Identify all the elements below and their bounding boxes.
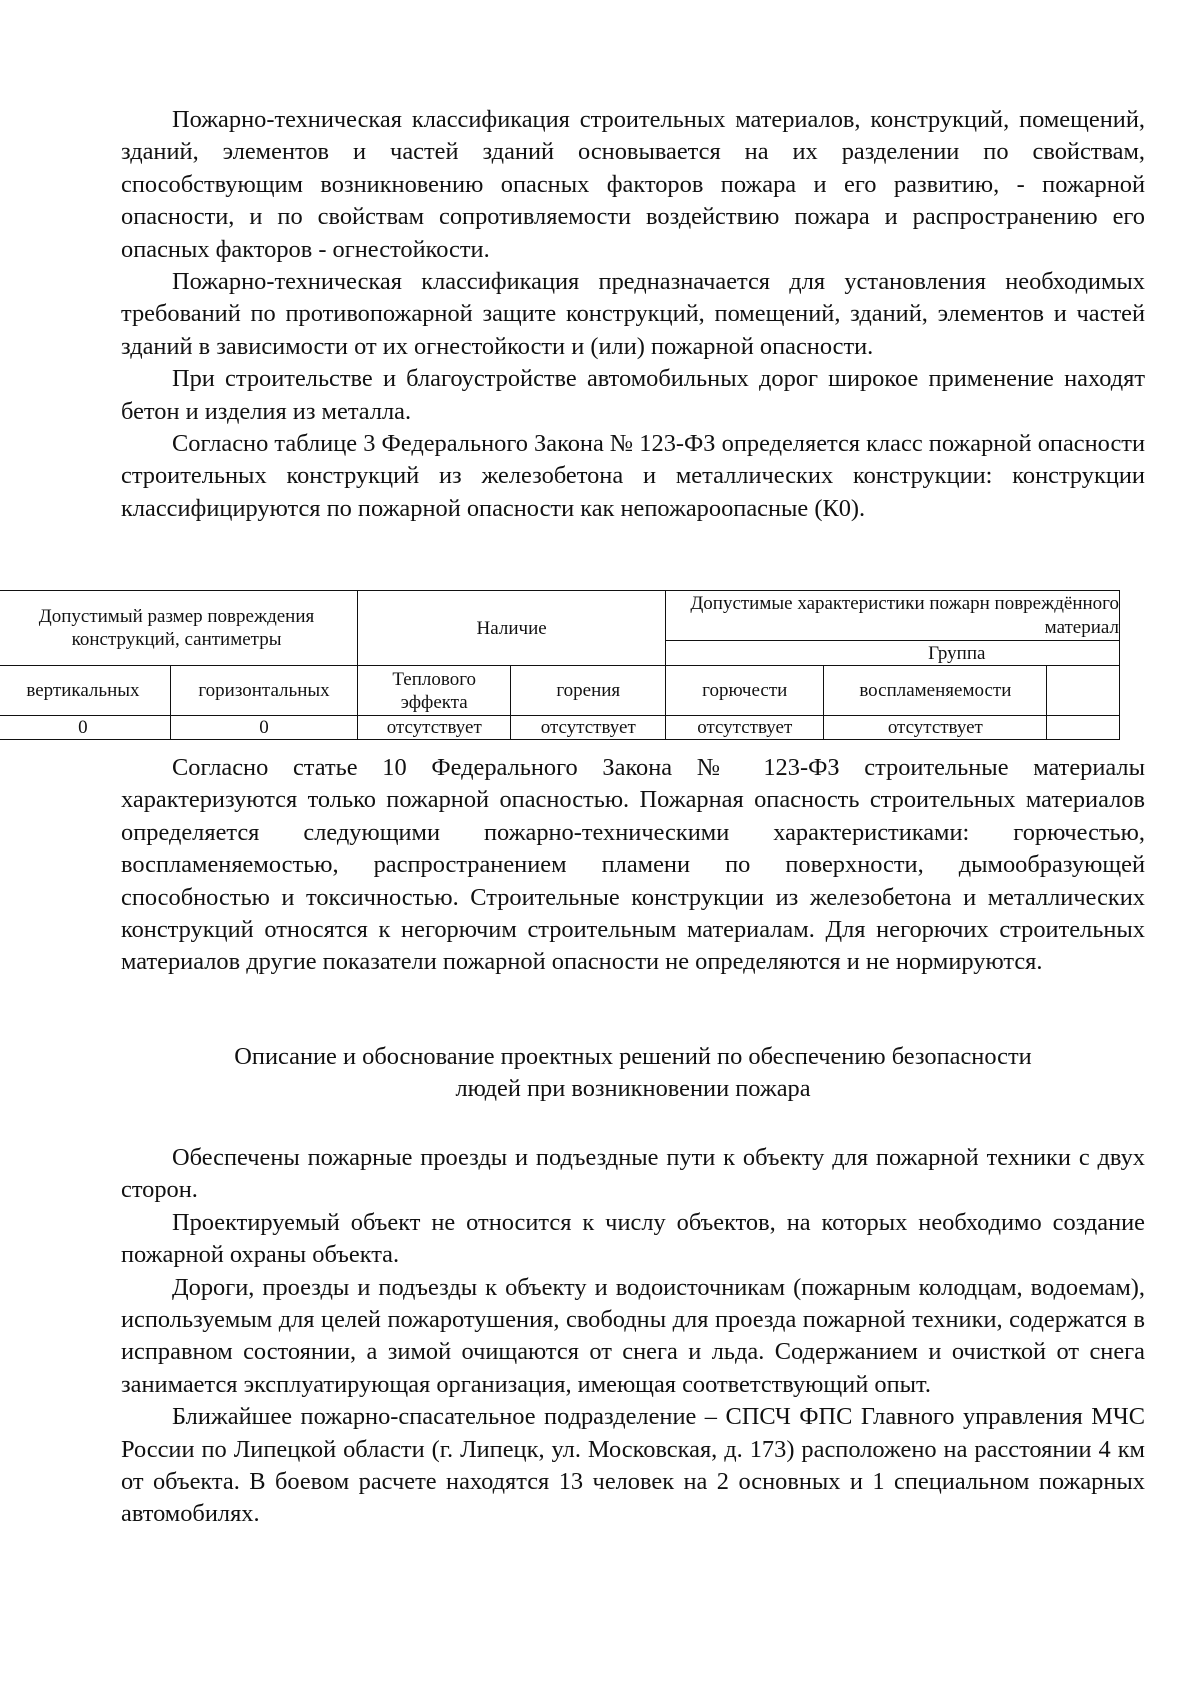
subheader-thermal-effect: Теплового эффекта [358,666,511,716]
section-heading-line-2: людей при возникновении пожара [455,1075,811,1103]
paragraph-classification-purpose: Пожарно-техническая классификация предназначается для установления необходимых требований по противопожарной защите конструкций, помещений, зданий, элементов и частей зданий в зависимости от их огнестойкости и (или) пожарной опасности. [121,268,1145,360]
cell-thermal: отсутствует [358,716,511,740]
section-heading [121,1041,1145,1106]
cell-burning: отсутствует [511,716,666,740]
section-heading-line-1: Описание и обоснование проектных решений по обеспечению безопасности [234,1043,1032,1070]
paragraph-nearest-unit: Ближайшее пожарно-спасательное подразделение – СПСЧ ФПС Главного управления МЧС России по Липецкой области (г. Липецк, ул. Московская, д. 173) расположено на расстоянии 4 км от объекта. В боевом расчете находятся 13 человек на 2 основных и 1 специальном пожарных автомобилях. [121,1403,1145,1528]
paragraph-materials-usage: При строительстве и благоустройстве автомобильных дорог широкое применение находят бетон и изделия из металла. [121,365,1145,425]
header-group: Группа [666,641,1120,666]
paragraph-article10: Согласно статье 10 Федерального Закона № 123-ФЗ строительные материалы характеризуются только пожарной опасностью. Пожарная опасность строительных материалов определяется следующими пожарно-техническими характеристиками: горючестью, воспламеняемостью, распространением пламени по поверхности, дымообразующей способностью и токсичностью. Строительные конструкции из железобетона и металлических конструкций относятся к негорючим строительным материалам. Для негорючих строительных материалов другие показатели пожарной опасности не определяются и не нормируются. [121,754,1145,976]
subheader-cut-right [1047,666,1120,716]
table-viewport [0,590,1200,748]
table-header-row-3 [0,666,1120,716]
text-block-middle [121,752,1145,979]
paragraph-fire-access: Обеспечены пожарные проезды и подъездные пути к объекту для пожарной техники с двух сторон. [121,1144,1145,1204]
table-header-row-1 [0,591,1120,641]
text-block-top [121,104,1145,525]
cell-cut-right [1047,716,1120,740]
subheader-vertical: вертикальных [0,666,170,716]
header-damage-size: Допустимый размер повреждения конструкций, сантиметры [0,591,358,666]
subheader-combustibility: горючести [666,666,824,716]
header-allowed-characteristics [666,591,1120,641]
cell-horizontal: 0 [170,716,357,740]
fire-hazard-table [0,590,1120,740]
subheader-horizontal: горизонтальных [170,666,357,716]
paragraph-roads-clear: Дороги, проезды и подъезды к объекту и водоисточникам (пожарным колодцам, водоемам), используемым для целей пожаротушения, свободны для проезда пожарной техники, содержатся в исправном состоянии, а зимой очищаются от снега и льда. Содержанием и очисткой от снега занимается эксплуатирующая организация, имеющая соответствующий опыт. [121,1273,1145,1398]
header-allowed-characteristics-text: Допустимые характеристики пожарн повреждённого материал [690,592,1119,638]
paragraph-fire-guard: Проектируемый объект не относится к числу объектов, на которых необходимо создание пожарной охраны объекта. [121,1208,1145,1269]
paragraph-classification-basis: Пожарно-техническая классификация строительных материалов, конструкций, помещений, зданий, элементов и частей зданий основывается на их разделении по свойствам, способствующим возникновению опасных факторов пожара и его развитию, - пожарной опасности, и по свойствам сопротивляемости воздействию пожара и распространению его опасных факторов - огнестойкости. [121,106,1145,263]
table-data-row [0,716,1120,740]
paragraph-table3-reference: Согласно таблице 3 Федерального Закона № 123-ФЗ определяется класс пожарной опасности строительных конструкций из железобетона и металлических конструкции: конструкции классифицируются по пожарной опасности как непожароопасные (К0). [121,430,1145,522]
subheader-burning: горения [511,666,666,716]
cell-flammability: отсутствует [824,716,1047,740]
subheader-flammability: воспламеняемости [824,666,1047,716]
cell-vertical: 0 [0,716,170,740]
header-presence: Наличие [358,591,666,666]
text-block-bottom [121,1142,1145,1531]
cell-combustibility: отсутствует [666,716,824,740]
